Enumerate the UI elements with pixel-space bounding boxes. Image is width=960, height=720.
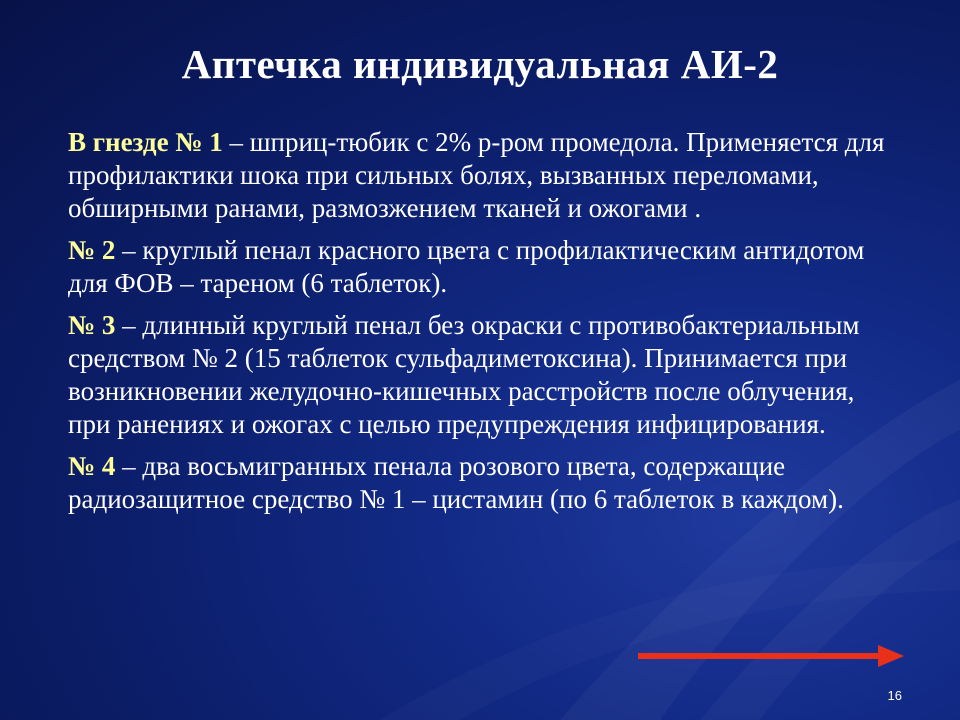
paragraph-label: № 4 xyxy=(68,451,116,481)
paragraph-text: – круглый пенал красного цвета с профилактическим антидотом для ФОВ – тареном (6 таблеток). xyxy=(68,235,865,298)
paragraph-label: № 2 xyxy=(68,235,116,265)
paragraph-3 xyxy=(68,309,898,441)
paragraph-text: – длинный круглый пенал без окраски с противобактериальным средством № 2 (15 таблеток сульфадиметоксина). Принимается при возникновении желудочно-кишечных расстройств после облучения, при ранениях и ожогах с целью предупреждения инфицирования. xyxy=(68,310,860,439)
right-arrow-icon[interactable] xyxy=(638,642,906,670)
page-number: 16 xyxy=(887,688,902,703)
paragraph-label: В гнезде № 1 xyxy=(68,127,223,157)
paragraph-label: № 3 xyxy=(68,310,116,340)
slide-title: Аптечка индивидуальная АИ-2 xyxy=(181,41,779,87)
paragraph-text: – два восьмигранных пенала розового цвета, содержащие радиозащитное средство № 1 – цистамин (по 6 таблеток в каждом). xyxy=(68,451,844,514)
paragraph-1 xyxy=(68,126,898,225)
paragraph-2 xyxy=(68,234,898,300)
paragraph-4 xyxy=(68,450,898,516)
paragraph-text: – шприц-тюбик с 2% р-ром промедола. Применяется для профилактики шока при сильных болях, вызванных переломами, обширными ранами, размозжением тканей и ожогами . xyxy=(68,127,885,223)
slide-content xyxy=(68,126,898,525)
